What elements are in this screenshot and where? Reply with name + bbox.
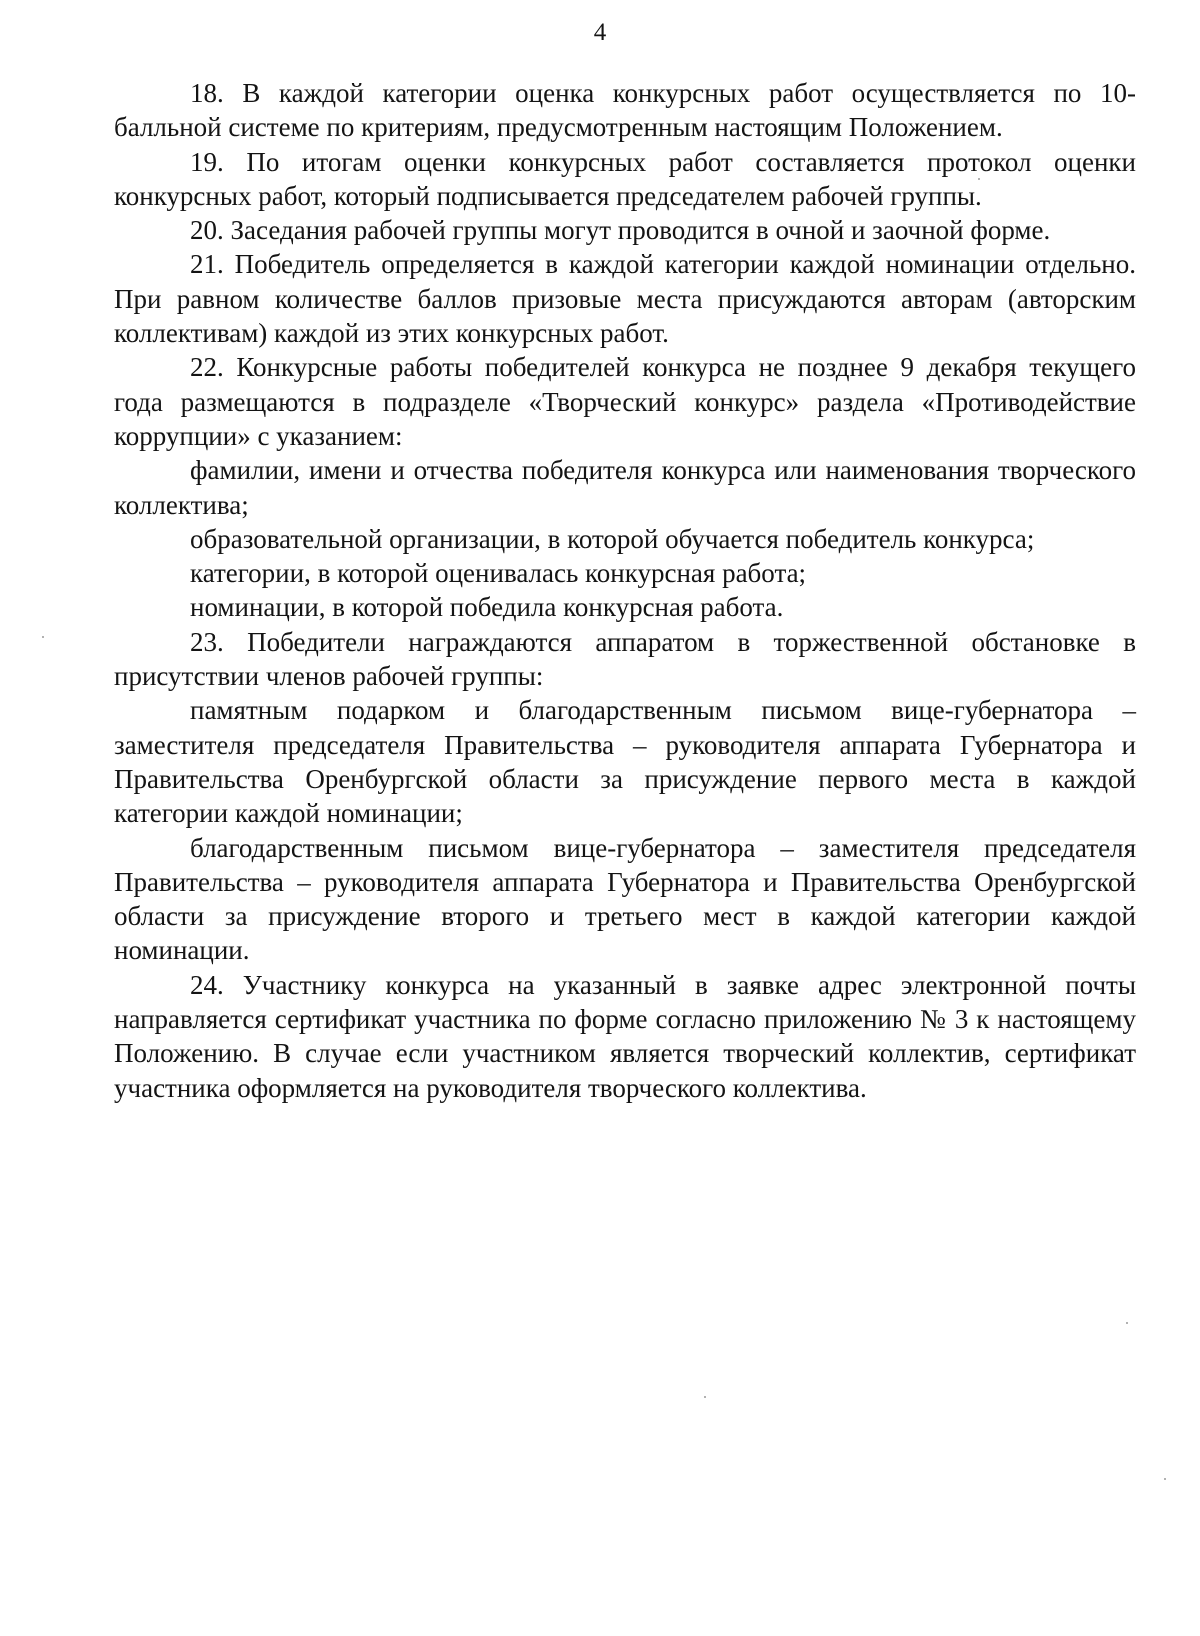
scan-speck xyxy=(704,1396,706,1398)
list-item-second-third-place: благодарственным письмом вице-губернатора – заместителя председателя Правительства – руководителя аппарата Губернатора и Правительства Оренбургской области за присуждение второго и третьего мест в каждой категории каждой номинации. xyxy=(114,832,1136,966)
paragraph-24: 24. Участнику конкурса на указанный в заявке адрес электронной почты направляется сертификат участника по форме согласно приложению № 3 к настоящему Положению. В случае если участником является творческий коллектив, сертификат участника оформляется на руководителя творческого коллектива. xyxy=(114,969,1136,1103)
paragraph-22: 22. Конкурсные работы победителей конкурса не позднее 9 декабря текущего года размещаются в подразделе «Творческий конкурс» раздела «Противодействие коррупции» с указанием: xyxy=(114,352,1136,451)
document-body xyxy=(114,76,1136,1105)
scan-speck xyxy=(978,178,980,180)
list-item-nomination: номинации, в которой победила конкурсная работа. xyxy=(190,592,784,623)
paragraph-21: 21. Победитель определяется в каждой категории каждой номинации отдельно. При равном количестве баллов призовые места присуждаются авторам (авторским коллективам) каждой из этих конкурсных работ. xyxy=(114,249,1136,349)
paragraph-19: 19. По итогам оценки конкурсных работ составляется протокол оценки конкурсных работ, который подписывается председателем рабочей группы. xyxy=(114,146,1136,211)
list-item-category: категории, в которой оценивалась конкурсная работа; xyxy=(190,558,807,589)
paragraph-20: 20. Заседания рабочей группы могут проводится в очной и заочной форме. xyxy=(190,215,1051,246)
list-item-organization: образовательной организации, в которой обучается победитель конкурса; xyxy=(190,523,1035,554)
page-number: 4 xyxy=(593,19,607,46)
scan-speck xyxy=(42,636,44,638)
list-item-first-place: памятным подарком и благодарственным письмом вице-губернатора – заместителя председателя Правительства – руководителя аппарата Губернатора и Правительства Оренбургской области за присуждение первого места в каждой категории каждой номинации; xyxy=(114,695,1136,829)
scan-speck xyxy=(1164,1478,1166,1480)
paragraph-18: 18. В каждой категории оценка конкурсных работ осуществляется по 10-балльной системе по критериям, предусмотренным настоящим Положением. xyxy=(114,78,1136,143)
list-item-name: фамилии, имени и отчества победителя конкурса или наименования творческого коллектива; xyxy=(114,455,1136,520)
scan-speck xyxy=(1126,1322,1128,1324)
paragraph-23: 23. Победители награждаются аппаратом в торжественной обстановке в присутствии членов рабочей группы: xyxy=(114,626,1136,692)
